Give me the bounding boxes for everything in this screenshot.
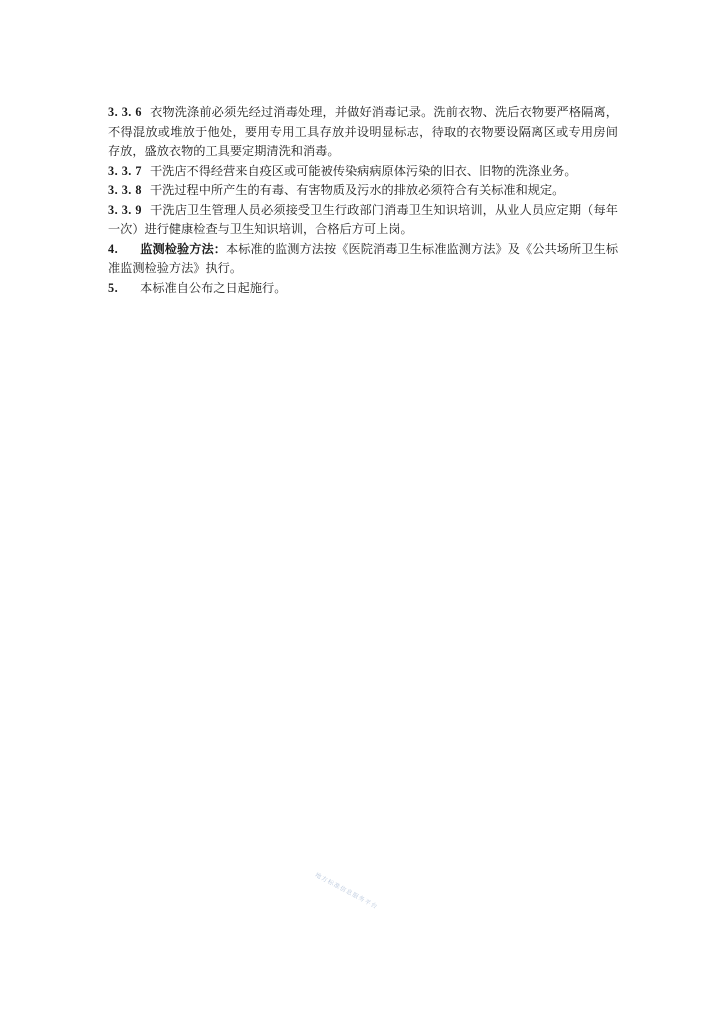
- clause-3-3-6: [108, 103, 618, 162]
- clause-text: 干洗过程中所产生的有毒、有害物质及污水的排放必须符合有关标准和规定。: [149, 183, 565, 197]
- section-text: 本标准的监测方法按《医院消毒卫生标准监测方法》及《公共场所卫生标准监测检验方法》执行。: [108, 241, 619, 275]
- section-4: [108, 240, 618, 279]
- clause-text: 干洗店不得经营来自疫区或可能被传染病病原体污染的旧衣、旧物的洗涤业务。: [149, 163, 577, 178]
- section-number: 4.: [108, 241, 119, 256]
- clause-text: 衣物洗涤前必须先经过消毒处理，并做好消毒记录。洗前衣物、洗后衣物要严格隔离，不得混放或堆放于他处，要用专用工具存放并设明显标志，待取的衣物要设隔离区或专用房间存放，盛放衣物的工具要定期清洗和消毒。: [108, 105, 618, 158]
- document-body: [108, 103, 618, 298]
- section-5: [108, 279, 618, 299]
- watermark: 地方标准信息服务平台: [313, 871, 379, 911]
- clause-3-3-9: [108, 201, 618, 240]
- clause-3-3-7: [108, 162, 618, 182]
- section-number: 5.: [108, 280, 119, 295]
- section-heading: 监测检验方法：: [140, 241, 226, 256]
- clause-number: 3. 3. 9: [108, 202, 142, 217]
- clause-3-3-8: [108, 181, 618, 201]
- clause-number: 3. 3. 6: [108, 105, 142, 119]
- section-text: 本标准自公布之日起施行。: [140, 280, 287, 295]
- clause-text: 干洗店卫生管理人员必须接受卫生行政部门消毒卫生知识培训，从业人员应定期（每年一次）进行健康检查与卫生知识培训，合格后方可上岗。: [108, 202, 618, 236]
- clause-number: 3. 3. 7: [108, 163, 142, 178]
- clause-number: 3. 3. 8: [108, 183, 142, 197]
